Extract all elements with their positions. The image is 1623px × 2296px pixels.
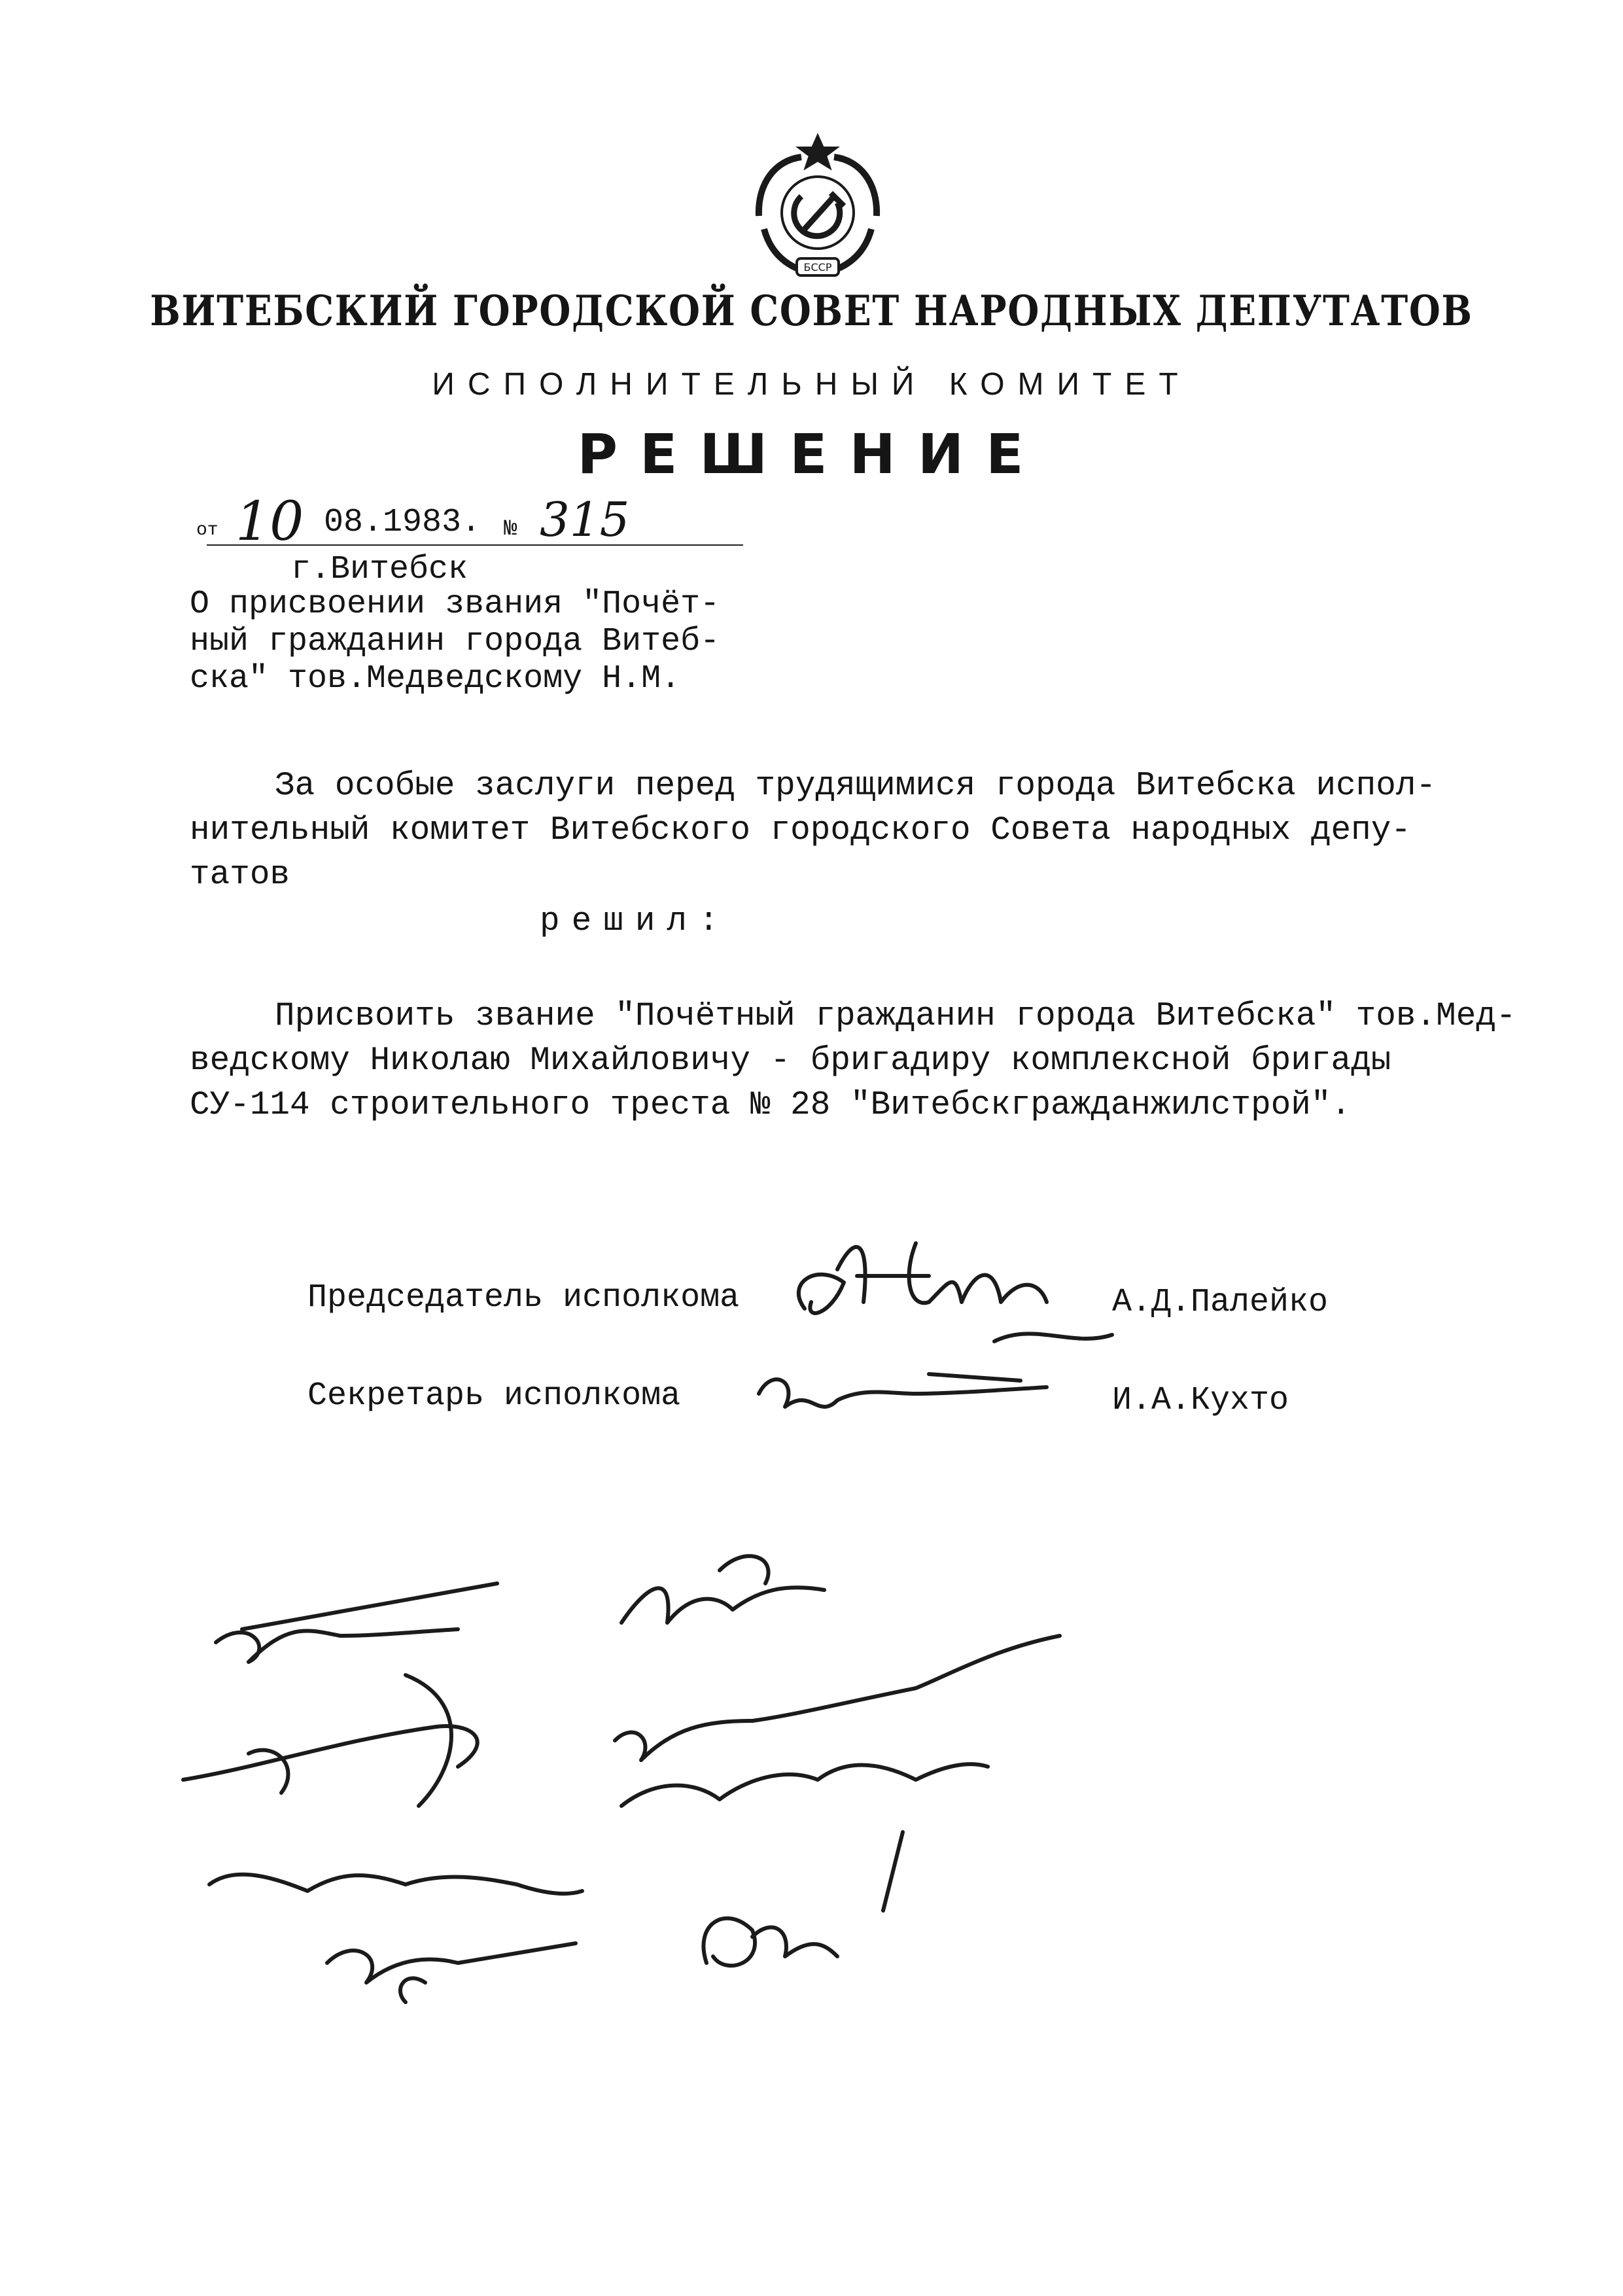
from-label: от [196,520,218,540]
signature-6 [209,1875,582,1894]
emblem-text: БССР [803,261,832,274]
secretary-name: И.А.Кухто [1112,1382,1289,1419]
secretary-role: Секретарь исполкома [307,1377,681,1415]
paragraph-line: нительный комитет Витебского городского Совета народных депу- [190,812,1411,849]
number-label: № [504,517,517,542]
signature-7 [327,1943,576,2002]
signature-3 [183,1675,478,1806]
signature-2 [621,1556,824,1623]
document-number: 315 [540,492,630,547]
signature-1 [216,1583,497,1662]
signature-4 [615,1636,1060,1760]
paragraph-line: ведскому Николаю Михайловичу - бригадиру комплексной бригады [190,1042,1391,1080]
paragraph-line: За особые заслуги перед трудящимися города Витебска испол- [275,768,1437,805]
document-date: 08.1983. [324,504,481,541]
subject-block [190,586,778,698]
decision-paragraph [190,995,1516,1128]
date-number-underline [207,544,743,546]
chairman-signature [799,1243,1112,1341]
coat-of-arms-emblem [739,131,896,288]
subject-line: О присвоении звания "Почёт- [190,586,720,623]
paragraph-line: СУ-114 строительного треста № 28 "Витебскгражданжилстрой". [190,1087,1352,1124]
city-line: г.Витебск [291,551,468,588]
committee-heading: ИСПОЛНИТЕЛЬНЫЙ КОМИТЕТ [432,367,1191,402]
secretary-signature [759,1374,1047,1407]
paragraph-line: Присвоить звание "Почётный гражданин города Витебска" тов.Мед- [275,998,1516,1035]
paragraph-line: татов [190,857,290,894]
council-heading: ВИТЕБСКИЙ ГОРОДСКОЙ СОВЕТ НАРОДНЫХ ДЕПУТАТОВ [150,287,1473,336]
signature-5 [621,1764,988,1911]
date-day-handwritten: 10 [236,491,304,553]
subject-line: ный гражданин города Витеб- [190,623,720,660]
preamble-paragraph [190,764,1498,898]
chairman-name: А.Д.Палейко [1112,1284,1329,1321]
resolved-word: решил: [540,903,731,940]
document-title: РЕШЕНИЕ [577,422,1046,486]
subject-line: ска" тов.Медведскому Н.М. [190,660,681,698]
signature-8 [703,1918,837,1966]
chairman-role: Председатель исполкома [307,1279,740,1316]
